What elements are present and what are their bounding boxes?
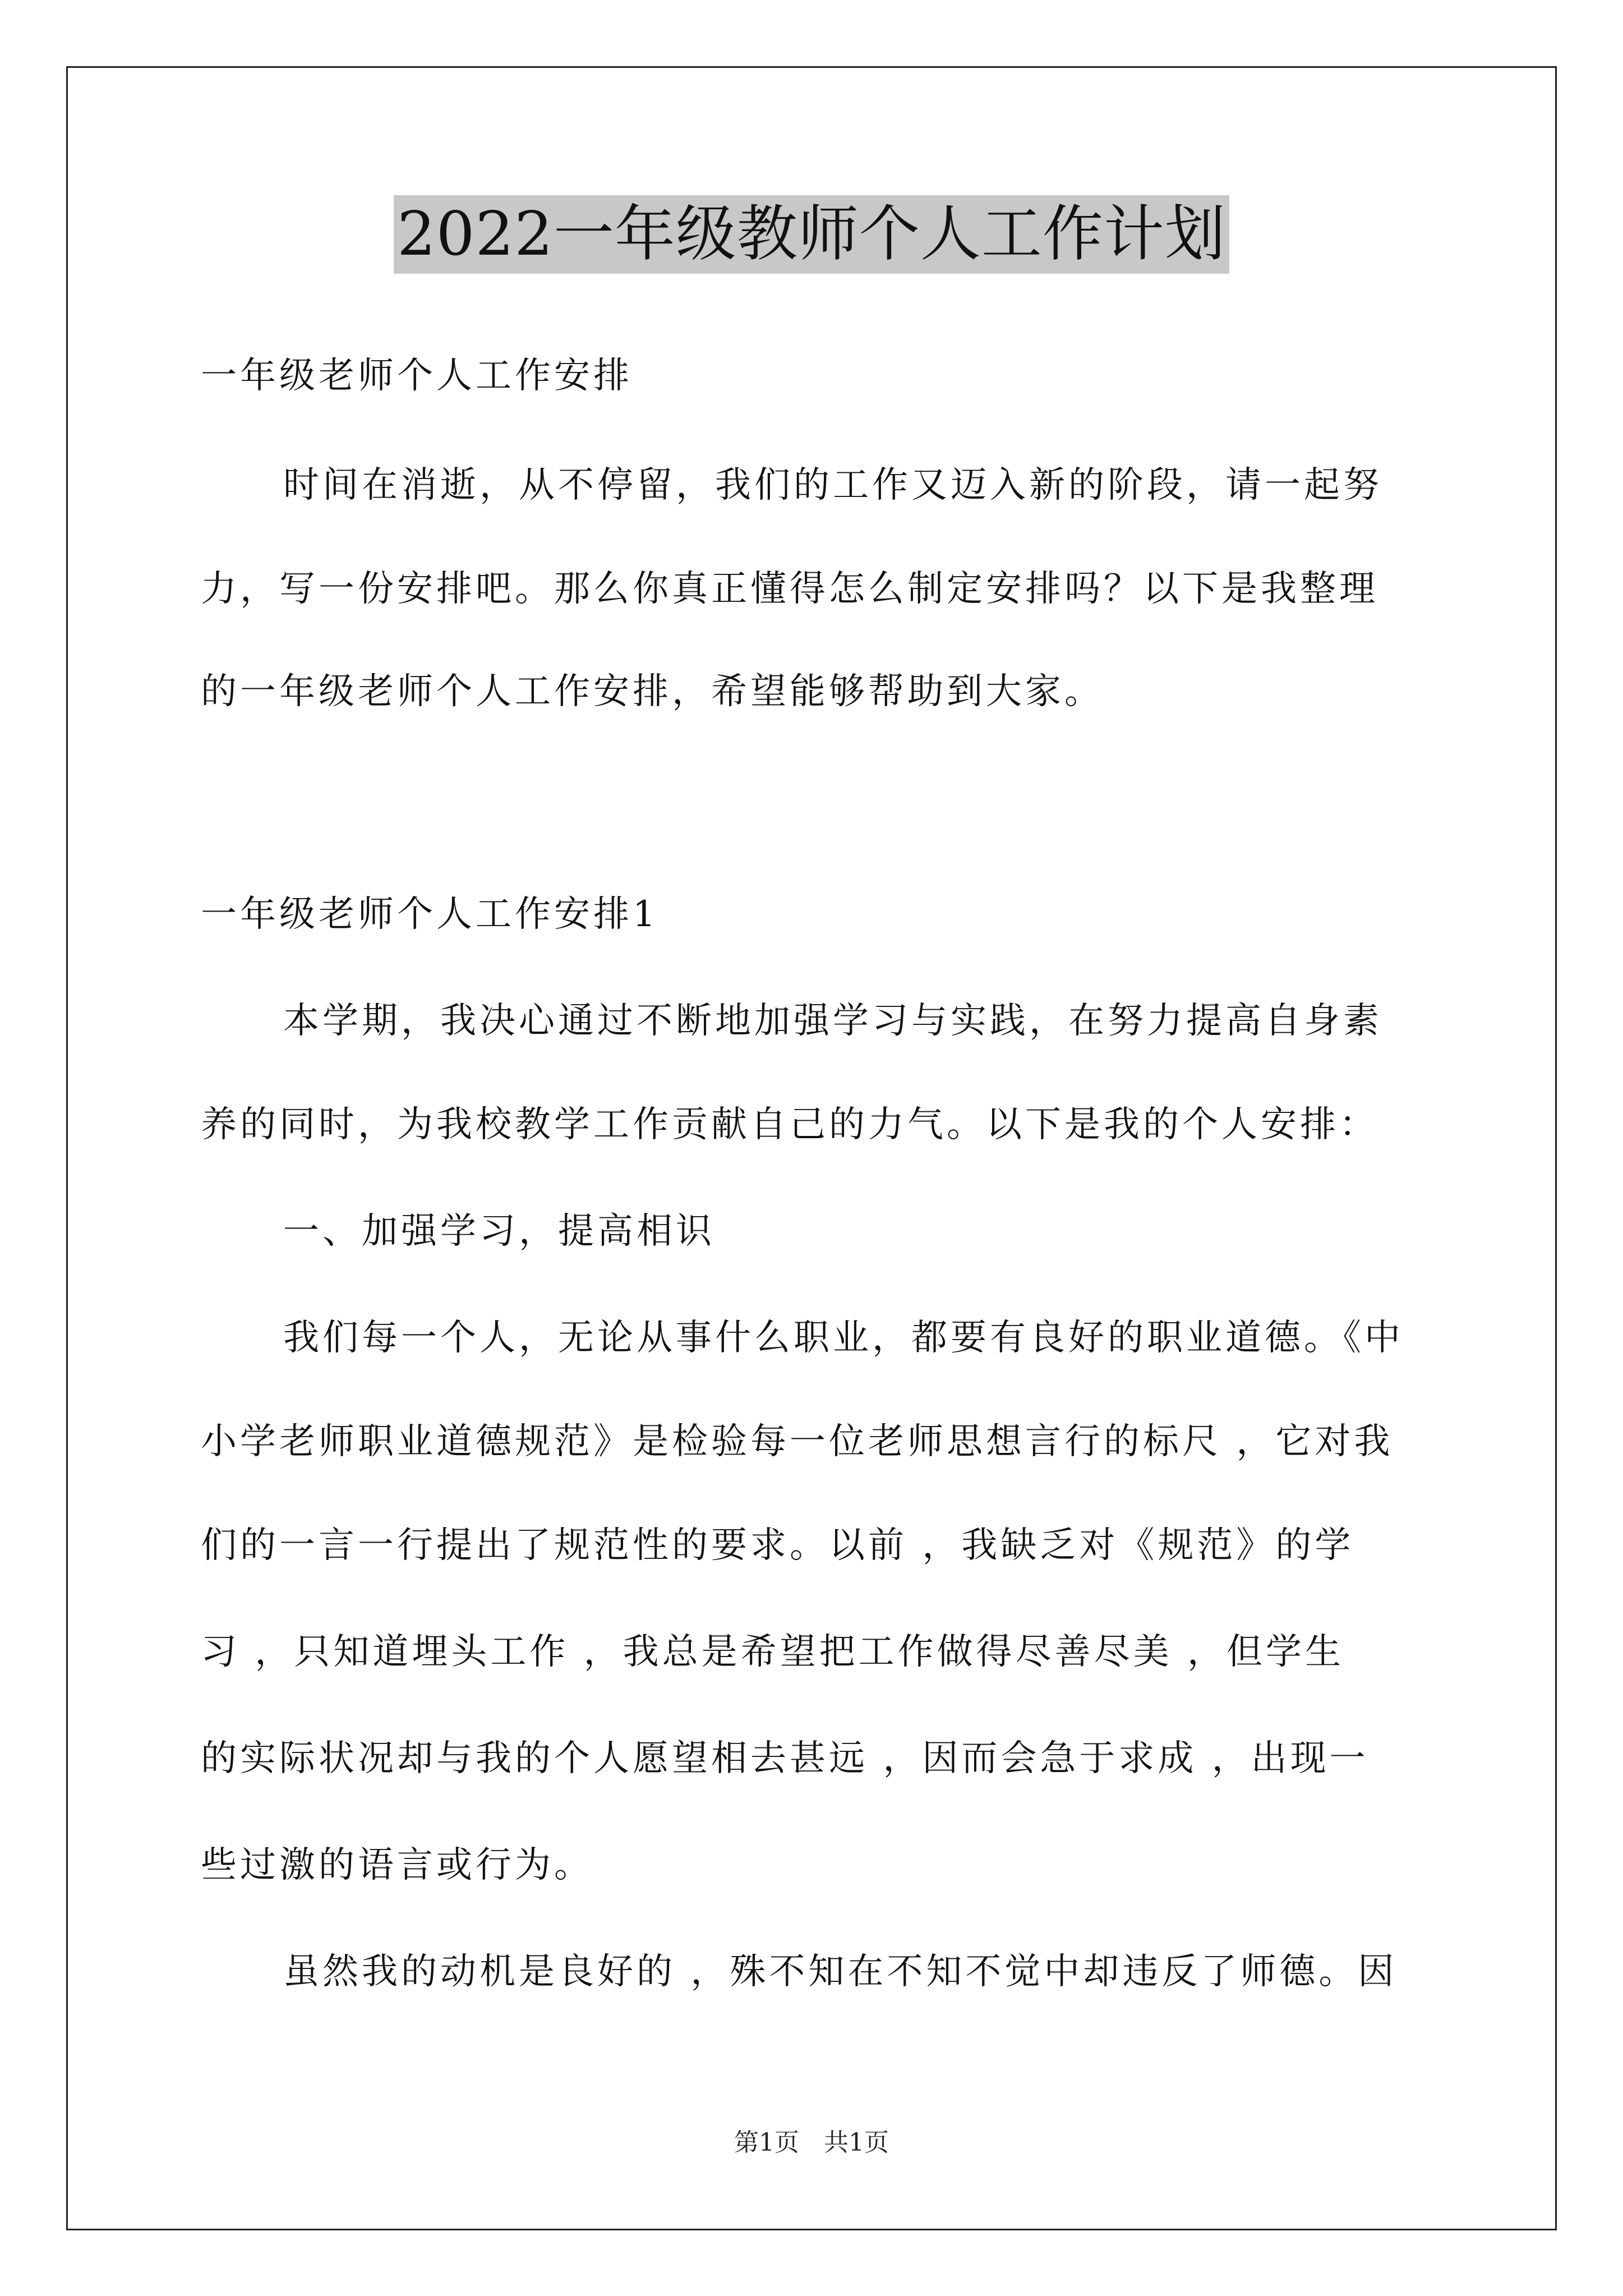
- paragraph-line: 本学期，我决心通过不断地加强学习与实践，在努力提高自身素: [283, 1000, 1382, 1042]
- document-title: 2022一年级教师个人工作计划: [394, 195, 1229, 274]
- paragraph-line: 们的一言一行提出了规范性的要求。以前 ，我缺乏对《规范》的学: [201, 1525, 1354, 1566]
- section-heading: 一年级老师个人工作安排: [201, 355, 633, 397]
- paragraph-line: 养的同时，为我校教学工作贡献自己的力气。以下是我的个人安排：: [201, 1104, 1378, 1145]
- paragraph-line: 的实际状况却与我的个人愿望相去甚远 ，因而会急于求成 ，出现一: [201, 1738, 1369, 1779]
- page-footer: 第1页 共1页: [734, 2128, 889, 2157]
- paragraph-line: 力，写一份安排吧。那么你真正懂得怎么制定安排吗？以下是我整理: [201, 568, 1378, 610]
- title-container: [0, 195, 1623, 274]
- paragraph-line: 虽然我的动机是良好的 ，殊不知在不知不觉中却违反了师德。因: [283, 1951, 1398, 1993]
- paragraph-line: 些过激的语言或行为。: [201, 1844, 593, 1886]
- paragraph-line: 习 ，只知道埋头工作 ，我总是希望把工作做得尽善尽美 ，但学生: [201, 1631, 1345, 1673]
- paragraph-line: 的一年级老师个人工作安排，希望能够帮助到大家。: [201, 671, 1104, 712]
- paragraph-line: 时间在消逝，从不停留，我们的工作又迈入新的阶段，请一起努: [283, 464, 1382, 506]
- subheading: 一、加强学习，提高相识: [283, 1211, 715, 1252]
- paragraph-line: 我们每一个人，无论从事什么职业，都要有良好的职业道德。《中: [283, 1317, 1404, 1359]
- paragraph-line: 小学老师职业道德规范》是检验每一位老师思想言行的标尺 ，它对我: [201, 1421, 1394, 1462]
- section-heading: 一年级老师个人工作安排1: [201, 894, 659, 935]
